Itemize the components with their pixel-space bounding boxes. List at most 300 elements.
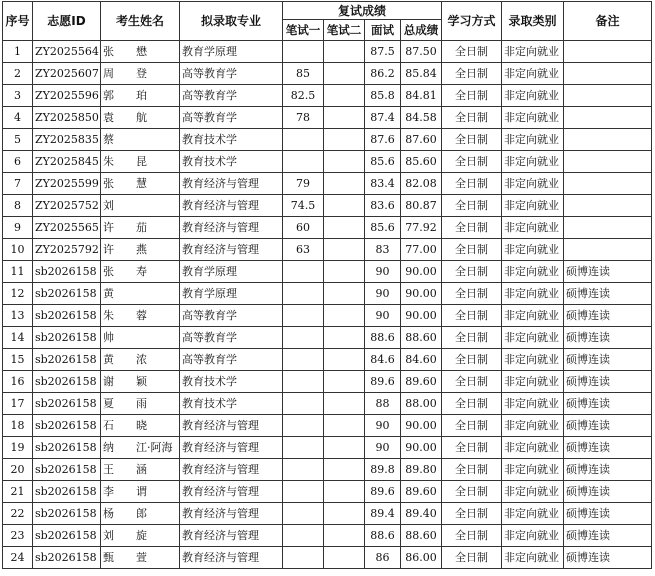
row-written-1: 60 xyxy=(283,217,324,239)
row-remark xyxy=(564,107,652,129)
row-major: 教育经济与管理 xyxy=(180,415,283,437)
row-study-mode: 全日制 xyxy=(442,107,502,129)
row-admission-category: 非定向就业 xyxy=(502,349,564,371)
row-major: 教育学原理 xyxy=(180,41,283,63)
row-admission-category: 非定向就业 xyxy=(502,415,564,437)
row-study-mode: 全日制 xyxy=(442,217,502,239)
row-admission-category: 非定向就业 xyxy=(502,129,564,151)
row-total: 84.81 xyxy=(401,85,442,107)
row-name: 帅 xyxy=(101,327,180,349)
row-written-1: 82.5 xyxy=(283,85,324,107)
row-major: 教育经济与管理 xyxy=(180,547,283,569)
row-seq: 7 xyxy=(3,173,33,195)
row-major: 教育经济与管理 xyxy=(180,503,283,525)
row-total: 89.40 xyxy=(401,503,442,525)
row-written-2 xyxy=(324,283,365,305)
row-study-mode: 全日制 xyxy=(442,349,502,371)
row-interview: 85.8 xyxy=(365,85,401,107)
row-written-1 xyxy=(283,503,324,525)
row-written-1 xyxy=(283,459,324,481)
row-remark: 硕博连读 xyxy=(564,349,652,371)
row-seq: 16 xyxy=(3,371,33,393)
table-row xyxy=(3,327,652,349)
row-study-mode: 全日制 xyxy=(442,239,502,261)
header-remark: 备注 xyxy=(564,2,652,41)
row-study-mode: 全日制 xyxy=(442,415,502,437)
row-name: 朱 蓉 xyxy=(101,305,180,327)
row-total: 90.00 xyxy=(401,261,442,283)
row-remark: 硕博连读 xyxy=(564,459,652,481)
table-row xyxy=(3,437,652,459)
row-admission-category: 非定向就业 xyxy=(502,393,564,415)
row-interview: 86 xyxy=(365,547,401,569)
row-study-mode: 全日制 xyxy=(442,327,502,349)
row-written-1 xyxy=(283,305,324,327)
row-written-2 xyxy=(324,195,365,217)
row-study-mode: 全日制 xyxy=(442,371,502,393)
row-interview: 90 xyxy=(365,437,401,459)
row-written-1 xyxy=(283,151,324,173)
row-seq: 19 xyxy=(3,437,33,459)
row-interview: 87.5 xyxy=(365,41,401,63)
row-remark: 硕博连读 xyxy=(564,371,652,393)
row-written-1 xyxy=(283,415,324,437)
row-total: 84.60 xyxy=(401,349,442,371)
row-volunteer-id: sb2026158 xyxy=(33,283,101,305)
row-interview: 83.4 xyxy=(365,173,401,195)
row-total: 90.00 xyxy=(401,283,442,305)
row-name: 朱 昆 xyxy=(101,151,180,173)
row-written-2 xyxy=(324,85,365,107)
table-row xyxy=(3,85,652,107)
row-name: 张 慧 xyxy=(101,173,180,195)
row-volunteer-id: sb2026158 xyxy=(33,349,101,371)
table-row xyxy=(3,503,652,525)
row-name: 夏 雨 xyxy=(101,393,180,415)
row-interview: 86.2 xyxy=(365,63,401,85)
row-seq: 17 xyxy=(3,393,33,415)
row-written-2 xyxy=(324,547,365,569)
header-total: 总成绩 xyxy=(401,20,442,41)
row-seq: 23 xyxy=(3,525,33,547)
row-interview: 83 xyxy=(365,239,401,261)
row-total: 85.60 xyxy=(401,151,442,173)
row-total: 89.80 xyxy=(401,459,442,481)
row-written-2 xyxy=(324,415,365,437)
row-seq: 14 xyxy=(3,327,33,349)
row-written-2 xyxy=(324,503,365,525)
row-written-2 xyxy=(324,239,365,261)
header-written-2: 笔试二 xyxy=(324,20,365,41)
row-name: 甄 萱 xyxy=(101,547,180,569)
row-remark xyxy=(564,239,652,261)
row-remark: 硕博连读 xyxy=(564,415,652,437)
row-name: 黄 xyxy=(101,283,180,305)
row-written-2 xyxy=(324,173,365,195)
row-written-1 xyxy=(283,547,324,569)
row-admission-category: 非定向就业 xyxy=(502,547,564,569)
row-major: 教育技术学 xyxy=(180,151,283,173)
row-volunteer-id: sb2026158 xyxy=(33,481,101,503)
row-admission-category: 非定向就业 xyxy=(502,85,564,107)
row-written-1 xyxy=(283,393,324,415)
row-major: 高等教育学 xyxy=(180,349,283,371)
row-major: 教育经济与管理 xyxy=(180,481,283,503)
row-written-2 xyxy=(324,371,365,393)
row-major: 教育经济与管理 xyxy=(180,195,283,217)
row-major: 教育经济与管理 xyxy=(180,217,283,239)
row-written-2 xyxy=(324,107,365,129)
table-row xyxy=(3,63,652,85)
row-seq: 24 xyxy=(3,547,33,569)
row-admission-category: 非定向就业 xyxy=(502,305,564,327)
table-row xyxy=(3,393,652,415)
row-admission-category: 非定向就业 xyxy=(502,151,564,173)
row-interview: 89.6 xyxy=(365,371,401,393)
table-row xyxy=(3,217,652,239)
header-seq: 序号 xyxy=(3,2,33,41)
row-seq: 13 xyxy=(3,305,33,327)
row-total: 87.50 xyxy=(401,41,442,63)
row-major: 高等教育学 xyxy=(180,107,283,129)
table-row xyxy=(3,283,652,305)
row-remark: 硕博连读 xyxy=(564,437,652,459)
row-written-2 xyxy=(324,261,365,283)
row-study-mode: 全日制 xyxy=(442,547,502,569)
row-study-mode: 全日制 xyxy=(442,195,502,217)
row-written-1: 79 xyxy=(283,173,324,195)
table-row xyxy=(3,349,652,371)
row-written-2 xyxy=(324,151,365,173)
row-study-mode: 全日制 xyxy=(442,151,502,173)
row-study-mode: 全日制 xyxy=(442,503,502,525)
row-interview: 90 xyxy=(365,305,401,327)
row-study-mode: 全日制 xyxy=(442,129,502,151)
row-seq: 15 xyxy=(3,349,33,371)
header-row-1 xyxy=(3,2,652,20)
row-total: 77.92 xyxy=(401,217,442,239)
row-name: 谢 颖 xyxy=(101,371,180,393)
table-row xyxy=(3,481,652,503)
row-volunteer-id: ZY2025564 xyxy=(33,41,101,63)
row-volunteer-id: sb2026158 xyxy=(33,503,101,525)
row-written-1 xyxy=(283,525,324,547)
row-volunteer-id: sb2026158 xyxy=(33,415,101,437)
row-study-mode: 全日制 xyxy=(442,393,502,415)
row-seq: 9 xyxy=(3,217,33,239)
row-name: 张 懋 xyxy=(101,41,180,63)
row-admission-category: 非定向就业 xyxy=(502,41,564,63)
row-written-1 xyxy=(283,327,324,349)
row-written-2 xyxy=(324,63,365,85)
row-major: 高等教育学 xyxy=(180,327,283,349)
row-volunteer-id: ZY2025752 xyxy=(33,195,101,217)
row-written-2 xyxy=(324,217,365,239)
row-volunteer-id: ZY2025845 xyxy=(33,151,101,173)
row-name: 刘 xyxy=(101,195,180,217)
row-interview: 83.6 xyxy=(365,195,401,217)
table-row xyxy=(3,415,652,437)
row-written-1: 78 xyxy=(283,107,324,129)
row-seq: 4 xyxy=(3,107,33,129)
row-remark: 硕博连读 xyxy=(564,393,652,415)
table-row xyxy=(3,305,652,327)
table-body xyxy=(3,41,652,569)
row-volunteer-id: sb2026158 xyxy=(33,459,101,481)
row-written-1: 63 xyxy=(283,239,324,261)
row-remark xyxy=(564,173,652,195)
row-seq: 20 xyxy=(3,459,33,481)
row-major: 教育学原理 xyxy=(180,261,283,283)
row-admission-category: 非定向就业 xyxy=(502,371,564,393)
row-major: 教育技术学 xyxy=(180,371,283,393)
row-study-mode: 全日制 xyxy=(442,305,502,327)
row-remark xyxy=(564,129,652,151)
row-interview: 89.6 xyxy=(365,481,401,503)
row-remark: 硕博连读 xyxy=(564,283,652,305)
row-interview: 89.4 xyxy=(365,503,401,525)
row-interview: 89.8 xyxy=(365,459,401,481)
row-written-1 xyxy=(283,261,324,283)
row-total: 88.60 xyxy=(401,525,442,547)
row-volunteer-id: sb2026158 xyxy=(33,393,101,415)
row-interview: 85.6 xyxy=(365,151,401,173)
table-row xyxy=(3,239,652,261)
row-name: 杨 郎 xyxy=(101,503,180,525)
row-total: 82.08 xyxy=(401,173,442,195)
row-admission-category: 非定向就业 xyxy=(502,503,564,525)
row-volunteer-id: sb2026158 xyxy=(33,547,101,569)
row-seq: 12 xyxy=(3,283,33,305)
row-total: 89.60 xyxy=(401,481,442,503)
row-admission-category: 非定向就业 xyxy=(502,173,564,195)
row-remark xyxy=(564,217,652,239)
row-seq: 6 xyxy=(3,151,33,173)
row-total: 90.00 xyxy=(401,305,442,327)
row-admission-category: 非定向就业 xyxy=(502,63,564,85)
row-written-1 xyxy=(283,371,324,393)
header-name: 考生姓名 xyxy=(101,2,180,41)
row-interview: 90 xyxy=(365,415,401,437)
row-written-1: 85 xyxy=(283,63,324,85)
row-remark: 硕博连读 xyxy=(564,481,652,503)
row-written-2 xyxy=(324,481,365,503)
row-seq: 3 xyxy=(3,85,33,107)
row-remark: 硕博连读 xyxy=(564,327,652,349)
table-row xyxy=(3,261,652,283)
table-row xyxy=(3,41,652,63)
row-major: 教育技术学 xyxy=(180,393,283,415)
row-interview: 85.6 xyxy=(365,217,401,239)
row-name: 纳 江·阿海 xyxy=(101,437,180,459)
row-admission-category: 非定向就业 xyxy=(502,481,564,503)
row-admission-category: 非定向就业 xyxy=(502,437,564,459)
row-written-2 xyxy=(324,437,365,459)
row-major: 教育经济与管理 xyxy=(180,437,283,459)
row-total: 90.00 xyxy=(401,415,442,437)
row-written-1 xyxy=(283,41,324,63)
row-name: 袁 航 xyxy=(101,107,180,129)
row-name: 郭 珀 xyxy=(101,85,180,107)
table-row xyxy=(3,173,652,195)
row-study-mode: 全日制 xyxy=(442,261,502,283)
row-volunteer-id: sb2026158 xyxy=(33,261,101,283)
row-seq: 1 xyxy=(3,41,33,63)
row-volunteer-id: ZY2025596 xyxy=(33,85,101,107)
row-written-1 xyxy=(283,283,324,305)
row-name: 刘 旋 xyxy=(101,525,180,547)
row-interview: 88.6 xyxy=(365,327,401,349)
row-written-2 xyxy=(324,327,365,349)
row-admission-category: 非定向就业 xyxy=(502,195,564,217)
row-study-mode: 全日制 xyxy=(442,173,502,195)
row-total: 87.60 xyxy=(401,129,442,151)
row-written-2 xyxy=(324,459,365,481)
row-name: 许 燕 xyxy=(101,239,180,261)
row-total: 89.60 xyxy=(401,371,442,393)
row-interview: 87.4 xyxy=(365,107,401,129)
row-volunteer-id: sb2026158 xyxy=(33,327,101,349)
row-remark xyxy=(564,151,652,173)
row-admission-category: 非定向就业 xyxy=(502,217,564,239)
admission-table xyxy=(2,1,652,569)
row-interview: 90 xyxy=(365,283,401,305)
row-volunteer-id: ZY2025835 xyxy=(33,129,101,151)
row-written-2 xyxy=(324,393,365,415)
row-volunteer-id: sb2026158 xyxy=(33,525,101,547)
row-seq: 10 xyxy=(3,239,33,261)
row-major: 教育经济与管理 xyxy=(180,459,283,481)
row-seq: 5 xyxy=(3,129,33,151)
row-written-1 xyxy=(283,437,324,459)
row-written-2 xyxy=(324,305,365,327)
row-study-mode: 全日制 xyxy=(442,283,502,305)
row-name: 蔡 xyxy=(101,129,180,151)
row-interview: 87.6 xyxy=(365,129,401,151)
row-admission-category: 非定向就业 xyxy=(502,459,564,481)
row-name: 石 晓 xyxy=(101,415,180,437)
header-major: 拟录取专业 xyxy=(180,2,283,41)
row-interview: 88 xyxy=(365,393,401,415)
row-remark: 硕博连读 xyxy=(564,305,652,327)
row-remark: 硕博连读 xyxy=(564,525,652,547)
row-interview: 90 xyxy=(365,261,401,283)
row-written-1 xyxy=(283,481,324,503)
row-total: 90.00 xyxy=(401,437,442,459)
header-retest-score: 复试成绩 xyxy=(283,2,442,20)
row-major: 教育经济与管理 xyxy=(180,173,283,195)
table-row xyxy=(3,107,652,129)
row-major: 教育经济与管理 xyxy=(180,525,283,547)
row-volunteer-id: ZY2025607 xyxy=(33,63,101,85)
header-study-mode: 学习方式 xyxy=(442,2,502,41)
row-total: 80.87 xyxy=(401,195,442,217)
row-total: 86.00 xyxy=(401,547,442,569)
row-study-mode: 全日制 xyxy=(442,41,502,63)
row-name: 张 寿 xyxy=(101,261,180,283)
row-remark: 硕博连读 xyxy=(564,547,652,569)
row-volunteer-id: sb2026158 xyxy=(33,371,101,393)
row-name: 黄 浓 xyxy=(101,349,180,371)
row-seq: 11 xyxy=(3,261,33,283)
row-major: 高等教育学 xyxy=(180,85,283,107)
row-study-mode: 全日制 xyxy=(442,525,502,547)
row-total: 88.00 xyxy=(401,393,442,415)
row-volunteer-id: ZY2025792 xyxy=(33,239,101,261)
row-total: 84.58 xyxy=(401,107,442,129)
row-seq: 2 xyxy=(3,63,33,85)
row-remark: 硕博连读 xyxy=(564,261,652,283)
row-remark xyxy=(564,41,652,63)
row-written-2 xyxy=(324,525,365,547)
row-volunteer-id: ZY2025850 xyxy=(33,107,101,129)
row-name: 许 茄 xyxy=(101,217,180,239)
row-written-2 xyxy=(324,349,365,371)
table-row xyxy=(3,129,652,151)
row-volunteer-id: ZY2025565 xyxy=(33,217,101,239)
row-written-1 xyxy=(283,129,324,151)
row-remark xyxy=(564,63,652,85)
row-study-mode: 全日制 xyxy=(442,459,502,481)
table-row xyxy=(3,525,652,547)
table-row xyxy=(3,195,652,217)
row-written-1 xyxy=(283,349,324,371)
row-remark xyxy=(564,85,652,107)
row-seq: 21 xyxy=(3,481,33,503)
row-admission-category: 非定向就业 xyxy=(502,239,564,261)
row-name: 周 登 xyxy=(101,63,180,85)
row-written-2 xyxy=(324,129,365,151)
row-volunteer-id: sb2026158 xyxy=(33,305,101,327)
table-row xyxy=(3,459,652,481)
row-interview: 84.6 xyxy=(365,349,401,371)
row-remark xyxy=(564,195,652,217)
row-major: 教育经济与管理 xyxy=(180,239,283,261)
row-admission-category: 非定向就业 xyxy=(502,261,564,283)
row-remark: 硕博连读 xyxy=(564,503,652,525)
row-admission-category: 非定向就业 xyxy=(502,283,564,305)
row-volunteer-id: ZY2025599 xyxy=(33,173,101,195)
row-admission-category: 非定向就业 xyxy=(502,107,564,129)
row-written-1: 74.5 xyxy=(283,195,324,217)
row-study-mode: 全日制 xyxy=(442,85,502,107)
row-admission-category: 非定向就业 xyxy=(502,327,564,349)
row-name: 李 谓 xyxy=(101,481,180,503)
header-admission-category: 录取类别 xyxy=(502,2,564,41)
row-seq: 22 xyxy=(3,503,33,525)
row-total: 88.60 xyxy=(401,327,442,349)
row-major: 高等教育学 xyxy=(180,63,283,85)
row-major: 教育技术学 xyxy=(180,129,283,151)
row-name: 王 涵 xyxy=(101,459,180,481)
header-written-1: 笔试一 xyxy=(283,20,324,41)
row-study-mode: 全日制 xyxy=(442,437,502,459)
row-study-mode: 全日制 xyxy=(442,63,502,85)
row-seq: 18 xyxy=(3,415,33,437)
row-study-mode: 全日制 xyxy=(442,481,502,503)
row-major: 高等教育学 xyxy=(180,305,283,327)
table-row xyxy=(3,371,652,393)
header-interview: 面试 xyxy=(365,20,401,41)
row-written-2 xyxy=(324,41,365,63)
row-interview: 88.6 xyxy=(365,525,401,547)
row-seq: 8 xyxy=(3,195,33,217)
row-total: 77.00 xyxy=(401,239,442,261)
table-row xyxy=(3,151,652,173)
row-volunteer-id: sb2026158 xyxy=(33,437,101,459)
header-volunteer-id: 志愿ID xyxy=(33,2,101,41)
row-admission-category: 非定向就业 xyxy=(502,525,564,547)
